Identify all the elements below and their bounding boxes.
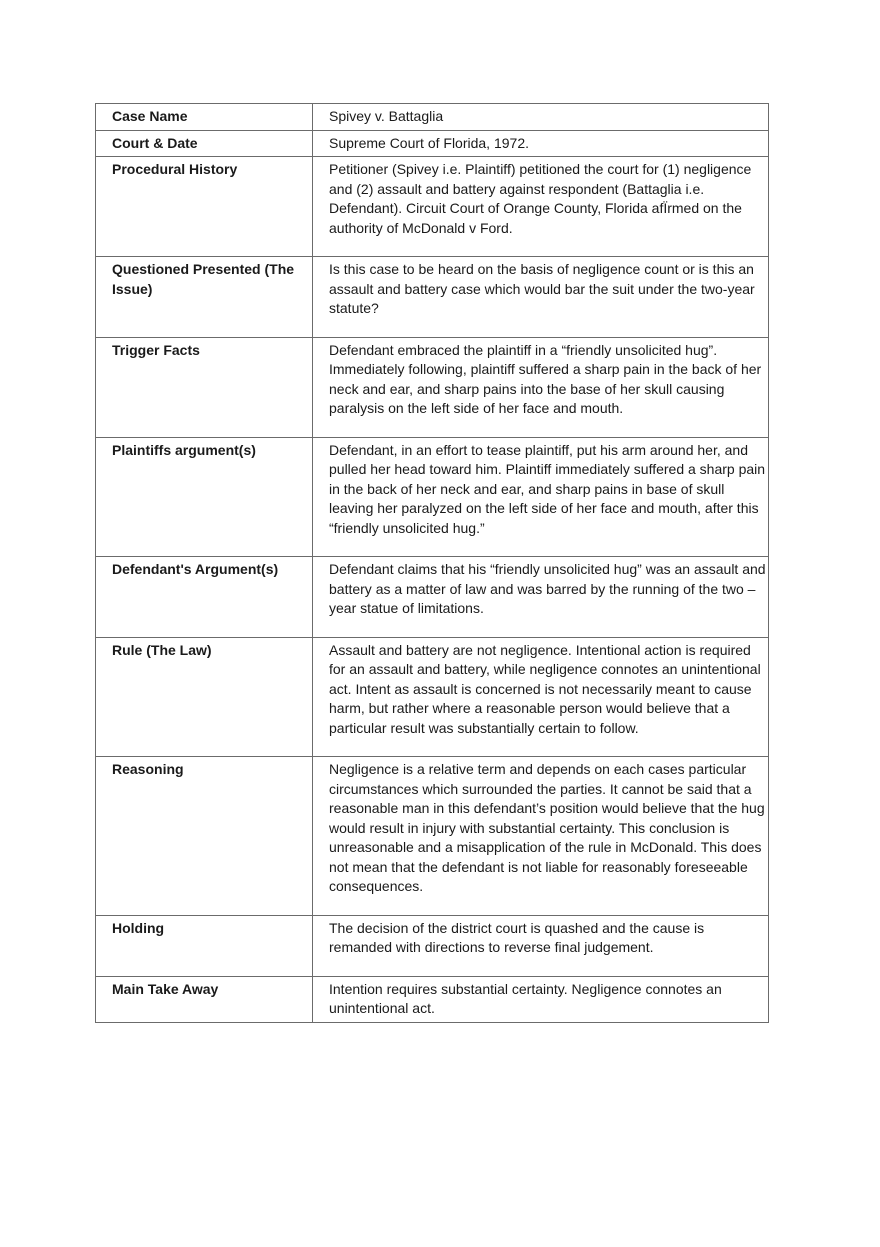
row-value: Petitioner (Spivey i.e. Plaintiff) petitioned the court for (1) negligence and (2) assault and battery against respondent (Battaglia i.e. Defendant). Circuit Court of Orange County, Florida afÏrmed on the authority of McDonald v Ford. [313,157,769,257]
row-value: Assault and battery are not negligence. Intentional action is required for an assault and battery, while negligence connotes an unintentional act. Intent as assault is concerned is not necessarily meant to cause harm, but rather where a reasonable person would believe that a particular result was substantially certain to follow. [313,637,769,757]
row-procedural-history [96,157,769,257]
row-defendants-argument [96,557,769,638]
row-main-take-away [96,976,769,1022]
row-label: Holding [96,915,313,976]
row-label: Case Name [96,104,313,131]
row-label: Questioned Presented (The Issue) [96,257,313,338]
row-value: Defendant, in an effort to tease plaintiff, put his arm around her, and pulled her head toward him. Plaintiff immediately suffered a sharp pain in the back of her neck and ear, and sharp pains in base of skull leaving her paralyzed on the left side of her face and mouth, after this “friendly unsolicited hug.” [313,437,769,557]
row-value: Defendant claims that his “friendly unsolicited hug” was an assault and battery as a matter of law and was barred by the running of the two – year statue of limitations. [313,557,769,638]
row-case-name [96,104,769,131]
row-trigger-facts [96,337,769,437]
row-label: Procedural History [96,157,313,257]
row-label: Trigger Facts [96,337,313,437]
row-label: Rule (The Law) [96,637,313,757]
row-question-presented [96,257,769,338]
row-label: Defendant's Argument(s) [96,557,313,638]
row-label: Reasoning [96,757,313,916]
row-value: Supreme Court of Florida, 1972. [313,130,769,157]
row-holding [96,915,769,976]
row-value: The decision of the district court is quashed and the cause is remanded with directions to reverse final judgement. [313,915,769,976]
row-reasoning [96,757,769,916]
row-value: Spivey v. Battaglia [313,104,769,131]
row-rule [96,637,769,757]
row-label: Plaintiffs argument(s) [96,437,313,557]
row-value: Is this case to be heard on the basis of negligence count or is this an assault and battery case which would bar the suit under the two-year statute? [313,257,769,338]
row-court-date [96,130,769,157]
row-label: Court & Date [96,130,313,157]
row-value: Intention requires substantial certainty. Negligence connotes an unintentional act. [313,976,769,1022]
row-plaintiffs-argument [96,437,769,557]
row-value: Negligence is a relative term and depends on each cases particular circumstances which surrounded the parties. It cannot be said that a reasonable man in this defendant’s position would believe that the hug would result in injury with substantial certainty. This conclusion is unreasonable and a misapplication of the rule in McDonald. This does not mean that the defendant is not liable for reasonably foreseeable consequences. [313,757,769,916]
row-value: Defendant embraced the plaintiff in a “friendly unsolicited hug”. Immediately following, plaintiff suffered a sharp pain in the back of her neck and ear, and sharp pains into the base of her skull causing paralysis on the left side of her face and mouth. [313,337,769,437]
case-brief-table [95,103,769,1023]
row-label: Main Take Away [96,976,313,1022]
